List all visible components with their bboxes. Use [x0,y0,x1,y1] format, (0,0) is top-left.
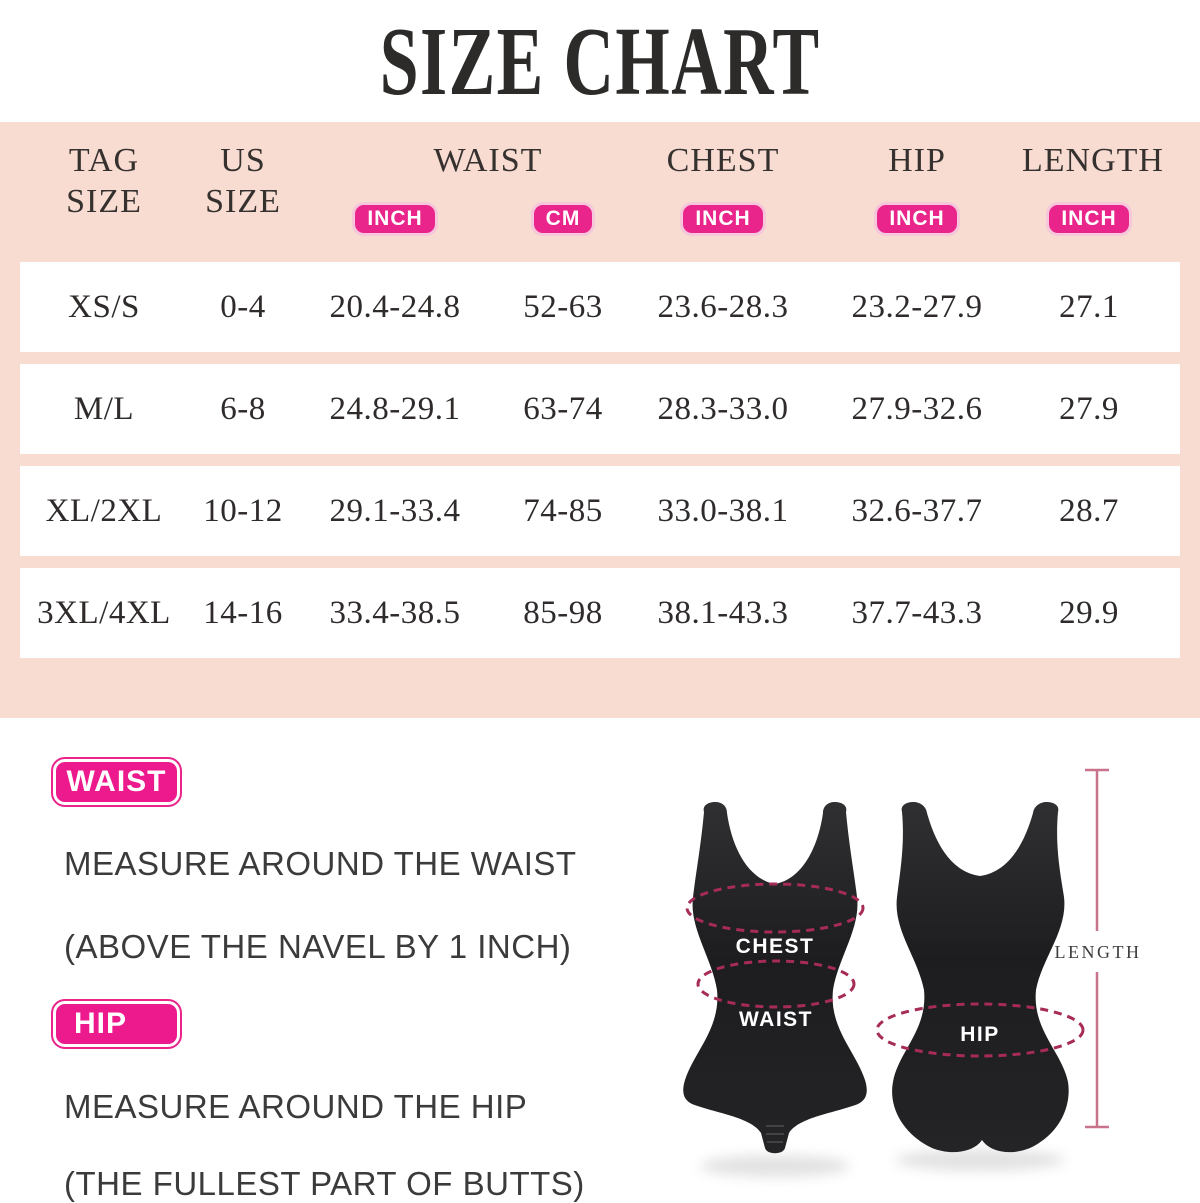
cell-chest-inch: 23.6-28.3 [657,288,789,325]
cell-chest-inch: 33.0-38.1 [657,492,789,529]
unit-badge-chest-inch: INCH [680,202,765,236]
bodysuit-figure [630,730,1160,1200]
cell-tag: 3XL/4XL [37,594,171,631]
cell-hip-inch: 23.2-27.9 [851,288,983,325]
waist-instruction-badge: WAIST [53,759,180,805]
cell-waist-inch: 24.8-29.1 [329,390,461,427]
cell-length-inch: 27.1 [1059,288,1119,325]
page-title [0,6,1200,118]
page-title-text: SIZE CHART [379,8,821,115]
waist-label: WAIST [739,1008,813,1031]
cell-tag: XS/S [68,288,140,325]
cell-length-inch: 29.9 [1059,594,1119,631]
header-chest: CHEST [666,142,780,179]
unit-badge-length-inch: INCH [1046,202,1131,236]
size-chart-panel [0,122,1200,718]
cell-waist-cm: 74-85 [523,492,603,529]
header-hip: HIP [888,142,946,179]
cell-chest-inch: 28.3-33.0 [657,390,789,427]
hip-label: HIP [960,1023,1000,1046]
cell-us: 10-12 [203,492,283,529]
cell-waist-inch: 33.4-38.5 [329,594,461,631]
cell-waist-inch: 29.1-33.4 [329,492,461,529]
cell-waist-inch: 20.4-24.8 [329,288,461,325]
table-row [20,262,1180,352]
unit-badge-waist-cm: CM [531,202,596,236]
header-us-size: US SIZE [205,142,281,220]
back-suit-shadow [895,1149,1065,1171]
bodysuit-front-silhouette [683,802,867,1153]
waist-instruction-line1: MEASURE AROUND THE WAIST [64,845,577,882]
cell-chest-inch: 38.1-43.3 [657,594,789,631]
cell-tag: XL/2XL [45,492,163,529]
header-tag-size: TAG SIZE [66,142,142,220]
hip-instruction-line2: (THE FULLEST PART OF BUTTS) [64,1165,585,1202]
hip-instruction-badge: HIP [53,1001,180,1047]
cell-us: 0-4 [220,288,266,325]
cell-length-inch: 28.7 [1059,492,1119,529]
table-row [20,568,1180,658]
cell-us: 14-16 [203,594,283,631]
waist-instruction-line2: (ABOVE THE NAVEL BY 1 INCH) [64,928,572,965]
cell-us: 6-8 [220,390,266,427]
cell-hip-inch: 27.9-32.6 [851,390,983,427]
header-waist: WAIST [433,142,543,179]
cell-hip-inch: 37.7-43.3 [851,594,983,631]
length-label: LENGTH [1054,942,1142,962]
unit-badge-hip-inch: INCH [874,202,959,236]
cell-tag: M/L [73,390,135,427]
header-length: LENGTH [1022,142,1164,179]
cell-length-inch: 27.9 [1059,390,1119,427]
unit-badge-row [20,202,1180,236]
cell-waist-cm: 63-74 [523,390,603,427]
hip-instruction-line1: MEASURE AROUND THE HIP [64,1088,528,1125]
chest-label: CHEST [735,935,815,958]
cell-waist-cm: 85-98 [523,594,603,631]
table-row [20,466,1180,556]
front-suit-shadow [700,1155,850,1177]
cell-hip-inch: 32.6-37.7 [851,492,983,529]
table-row [20,364,1180,454]
cell-waist-cm: 52-63 [523,288,603,325]
bodysuit-back-silhouette [892,802,1069,1152]
unit-badge-waist-inch: INCH [352,202,437,236]
